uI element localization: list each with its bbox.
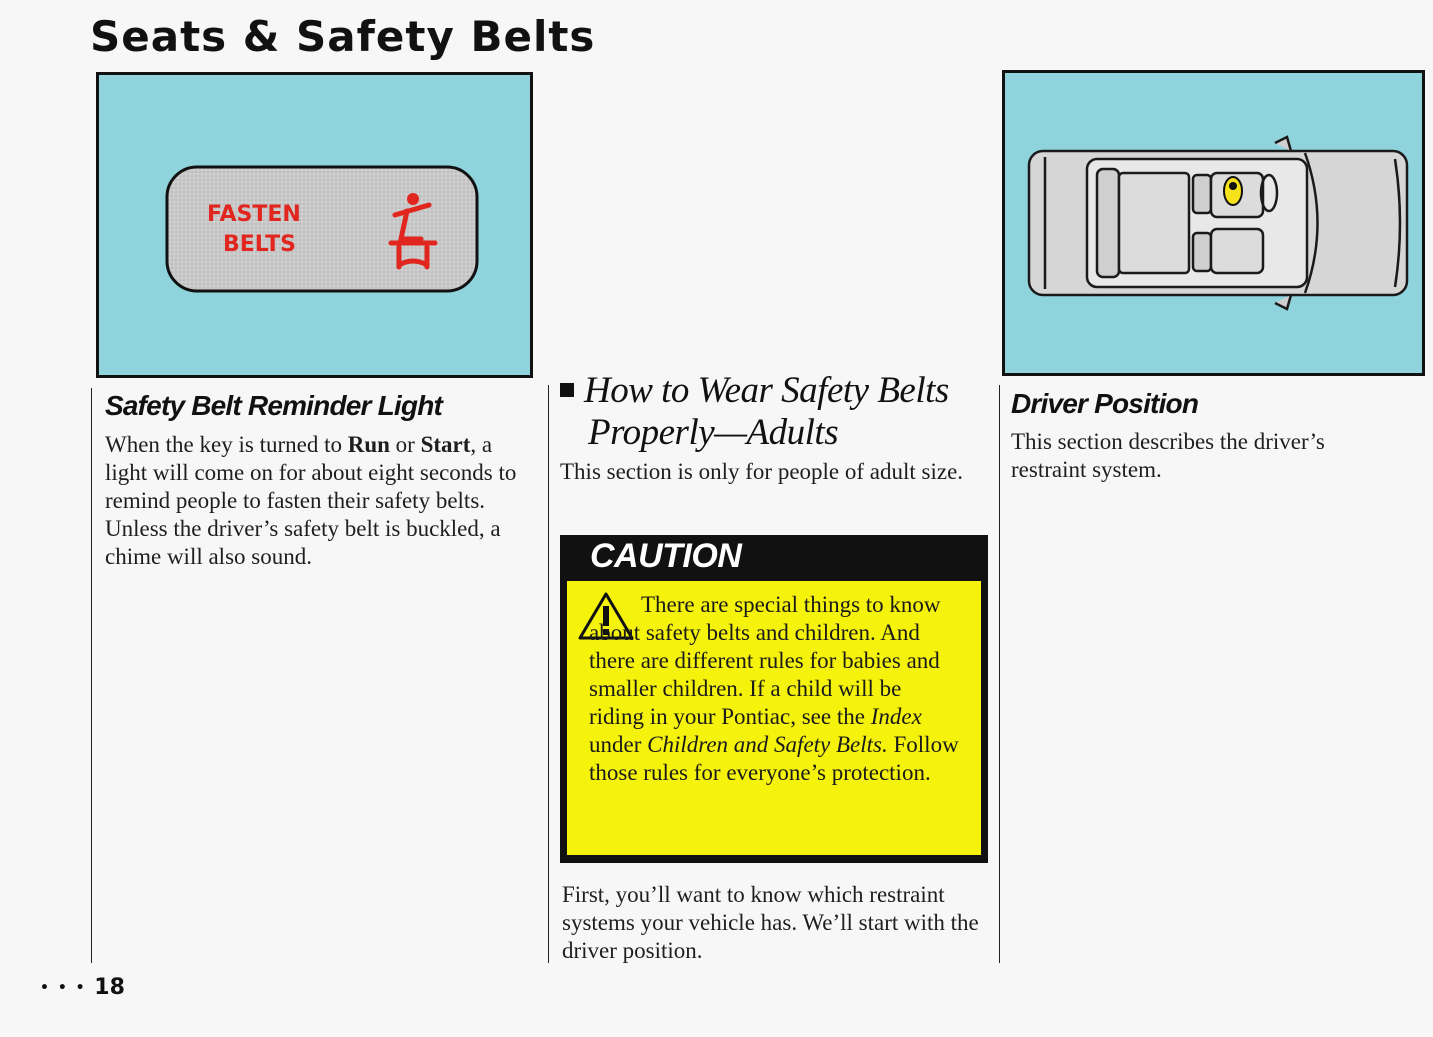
heading-line-1-text: How to Wear Safety Belts xyxy=(584,370,949,411)
bullet-square-icon xyxy=(560,383,574,397)
reminder-text-or: or xyxy=(389,432,421,457)
page-number-value: 18 xyxy=(94,975,125,1000)
caution-content xyxy=(565,579,983,857)
fasten-belts-illustration xyxy=(96,72,533,378)
caution-text xyxy=(589,591,959,787)
fasten-belts-sign xyxy=(99,75,530,375)
column-divider-middle xyxy=(548,385,549,963)
caution-box xyxy=(560,535,988,863)
reminder-light-text xyxy=(105,431,535,571)
adult-intro-text: This section is only for people of adult size. xyxy=(560,459,964,484)
reminder-text-part1: When the key is turned to xyxy=(105,432,348,457)
car-topview-illustration xyxy=(1005,73,1422,373)
page-title: Seats & Safety Belts xyxy=(90,12,596,61)
driver-position-text: This section describes the driver’s restraint system. xyxy=(1011,429,1325,482)
restraint-systems-text: First, you’ll want to know which restraint systems your vehicle has. We’ll start with the driver position. xyxy=(562,882,979,963)
sign-line-2: BELTS xyxy=(223,232,297,257)
page-number xyxy=(40,975,125,1000)
caution-title: CAUTION xyxy=(590,537,742,575)
children-safety-belts-reference: Children and Safety Belts. xyxy=(647,732,888,757)
run-keyword: Run xyxy=(347,432,390,457)
reminder-text-part2: , a light will come on for about eight seconds to remind people to fasten their safety belts. Unless the driver’s safety belt is buckled, a chime will also sound. xyxy=(105,432,517,569)
wear-safety-belts-heading xyxy=(560,370,990,454)
sign-line-1: FASTEN xyxy=(207,202,301,227)
page-number-dots: • • • xyxy=(40,980,87,996)
index-reference: Index xyxy=(870,704,922,729)
driver-position-illustration xyxy=(1002,70,1425,376)
heading-line-1 xyxy=(560,370,990,412)
column-divider-left xyxy=(91,388,92,963)
caution-text-b: under xyxy=(589,732,648,757)
heading-line-2: Properly—Adults xyxy=(588,412,839,453)
driver-position-heading: Driver Position xyxy=(1011,388,1199,419)
reminder-light-heading: Safety Belt Reminder Light xyxy=(105,390,443,421)
caution-text-c: Follow those rules for everyone’s protection. xyxy=(589,732,959,785)
caution-text-a: There are special things to know about safety belts and children. And there are different rules for babies and smaller children. If a child will be riding in your Pontiac, see the xyxy=(589,592,941,729)
start-keyword: Start xyxy=(420,432,471,457)
column-divider-right xyxy=(999,385,1000,963)
